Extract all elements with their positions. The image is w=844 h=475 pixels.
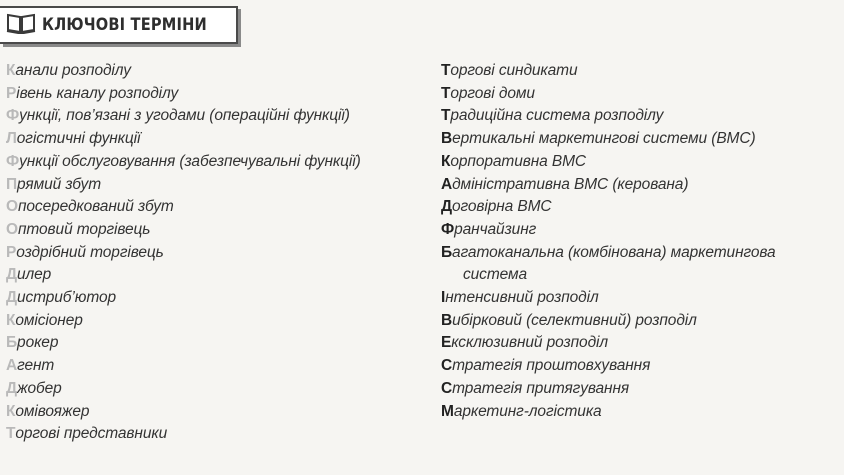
term-item [6,287,416,310]
term-initial: К [6,311,16,329]
term-text: истриб’ютор [16,289,116,307]
terms-list-right [441,60,839,423]
term-text: посередкований збут [17,198,174,216]
term-text: оргові синдикати [450,62,578,79]
terms-column-left [6,60,416,446]
term-text: агатоканальна (комбінована) маркетингова система [452,243,776,284]
term-item [441,60,839,83]
term-initial: Д [6,266,17,284]
term-text: птовий торгівець [17,220,151,238]
term-item [6,332,416,355]
term-item [441,401,839,424]
term-text: гент [17,357,55,375]
term-text: рокер [17,334,59,352]
term-initial: А [441,175,453,193]
term-item [441,105,839,128]
book-icon [6,12,36,39]
term-initial: О [6,198,18,216]
term-text: ункції обслуговування (забезпечувальні функції) [19,152,361,170]
term-item [6,355,416,378]
term-item [6,196,416,219]
term-item [441,151,839,174]
term-initial: А [6,357,18,375]
term-initial: Т [441,107,451,125]
term-item [441,242,839,287]
term-text: аркетинг-логістика [453,402,602,420]
term-text: омівояжер [15,402,90,420]
term-initial: Р [6,84,17,102]
term-initial: Д [6,289,17,307]
term-item [6,423,416,446]
terms-column-right [441,60,839,423]
term-item [441,287,839,310]
terms-list-left [6,60,416,446]
term-text: оргові доми [450,84,535,102]
term-item [441,219,839,242]
term-initial: К [6,402,16,420]
term-initial: В [441,130,453,148]
term-item [441,83,839,106]
term-initial: Ф [441,220,455,238]
term-item [6,174,416,197]
term-text: илер [16,266,52,284]
term-initial: Р [6,243,17,261]
term-item [6,242,416,265]
term-text: ертикальні маркетингові системи (ВМС) [452,130,756,148]
header-title: КЛЮЧОВІ ТЕРМІНИ [42,15,207,35]
term-initial: С [441,357,453,375]
term-item [6,128,416,151]
term-initial: П [6,175,18,193]
term-item [441,310,839,333]
term-item [441,196,839,219]
term-text: дміністративна ВМС (керована) [452,175,689,193]
term-item [6,60,416,83]
term-initial: С [441,379,453,397]
term-item [441,174,839,197]
section-header [0,6,238,44]
term-text: омісіонер [15,311,83,329]
term-item [6,105,416,128]
term-item [441,332,839,355]
term-item [6,264,416,287]
term-item [6,83,416,106]
term-item [441,128,839,151]
term-text: ибірковий (селективний) розподіл [452,311,697,329]
term-item [441,355,839,378]
term-text: рямий збут [17,175,102,193]
term-text: тратегія проштовхування [452,357,651,375]
term-initial: Т [6,425,16,443]
term-initial: Л [6,130,17,148]
term-text: ксклюзивний розподіл [451,334,609,352]
term-initial: Т [441,84,451,102]
term-initial: Д [6,379,17,397]
term-initial: В [441,311,453,329]
term-item [6,151,416,174]
term-text: оргові представники [15,425,168,443]
term-initial: І [441,289,446,307]
term-initial: Е [441,334,452,352]
term-item [441,378,839,401]
term-initial: Б [441,243,453,261]
term-text: тратегія притягування [452,379,630,397]
term-text: оговірна ВМС [451,198,552,216]
term-text: нтенсивний розподіл [445,289,599,307]
term-text: ранчайзинг [454,220,537,238]
term-item [6,401,416,424]
term-initial: К [6,62,16,79]
term-text: оздрібний торгівець [16,243,164,261]
term-item [6,378,416,401]
term-item [6,310,416,333]
term-initial: Б [6,334,18,352]
term-initial: Ф [6,107,20,125]
term-initial: Т [441,62,451,79]
term-text: огістичні функції [16,130,141,148]
term-text: орпоративна ВМС [450,152,587,170]
term-initial: М [441,402,454,420]
term-text: жобер [16,379,62,397]
term-text: анали розподілу [15,62,131,79]
term-text: івень каналу розподілу [16,84,179,102]
term-initial: Ф [6,152,20,170]
term-text: ункції, пов’язані з угодами (операційні функції) [19,107,350,125]
term-initial: К [441,152,451,170]
term-text: радиційна система розподілу [450,107,664,125]
term-item [6,219,416,242]
term-initial: Д [441,198,452,216]
term-initial: О [6,220,18,238]
